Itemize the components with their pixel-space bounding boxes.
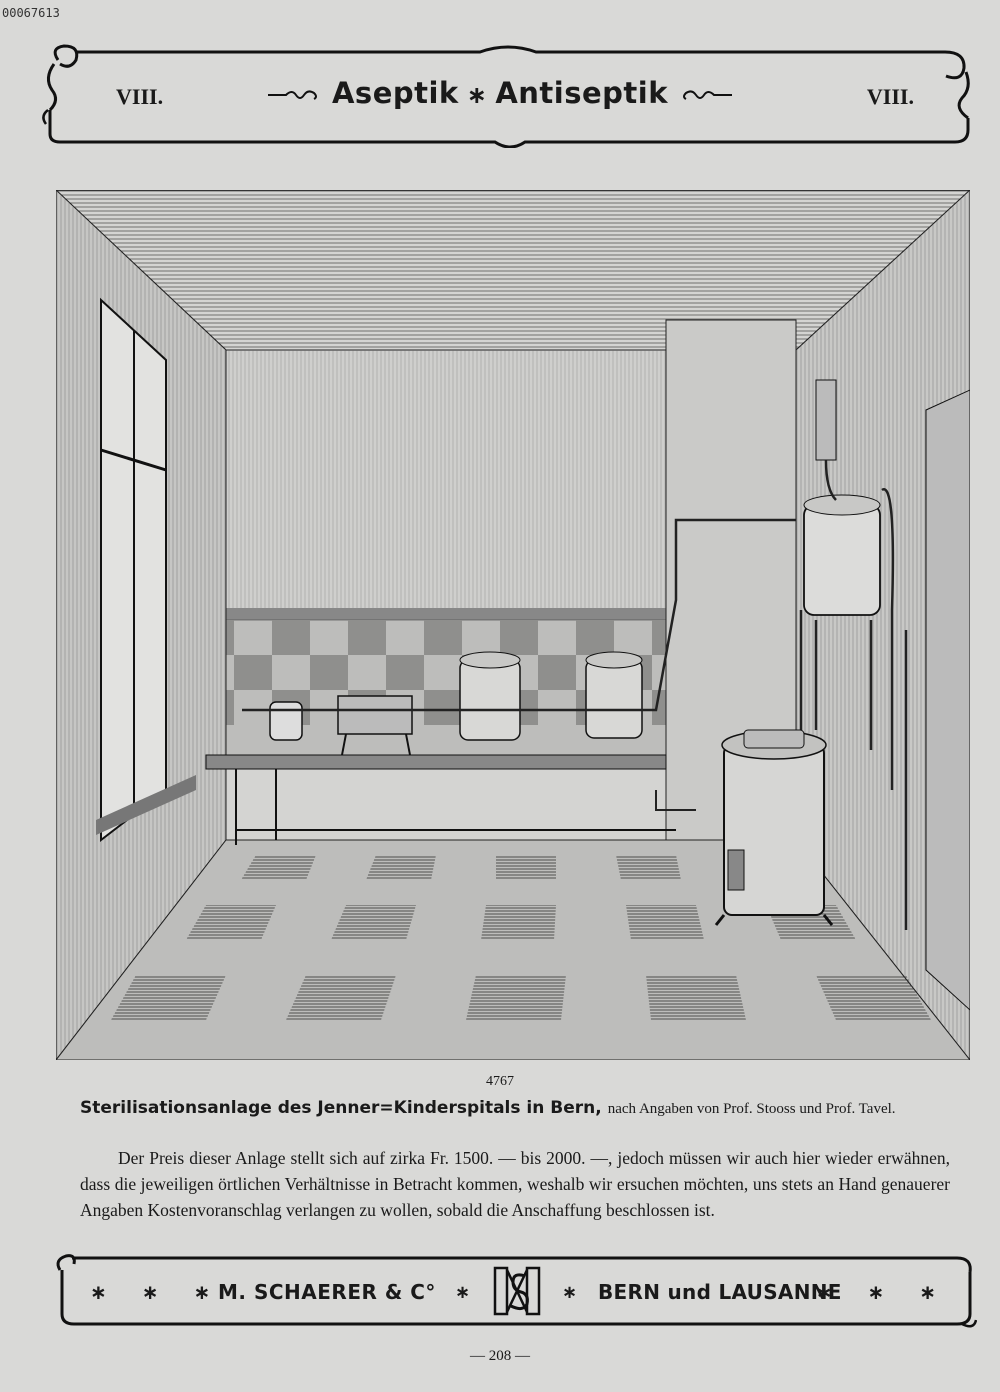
company-name: M. SCHAERER & C° <box>218 1280 436 1304</box>
archive-id: 00067613 <box>2 6 60 20</box>
price-paragraph: Der Preis dieser Anlage stellt sich auf zirka Fr. 1500. — bis 2000. —, jedoch müssen wir auch hier wieder erwähnen, dass die jeweiligen örtlichen Verhältnisse in Betracht kommen, weshalb wir ersuchen möchten, uns stets an Hand genauerer Angaben Kostenvoranschlag verlangen zu wollen, sobald die Anschaffung beschlossen ist. <box>80 1148 950 1220</box>
title-separator: ∗ <box>466 81 488 109</box>
caption-title: Sterilisationsanlage des Jenner=Kinderspitals in Bern, <box>80 1098 602 1118</box>
flourish-left-icon <box>266 87 322 103</box>
footer-star-mid-right: ∗ <box>562 1282 578 1303</box>
sterilization-room-illustration <box>56 190 970 1060</box>
flourish-right-icon <box>678 87 734 103</box>
figure-number: 4767 <box>486 1074 514 1089</box>
footer-star-mid-left: ∗ <box>455 1282 471 1303</box>
company-location: BERN und LAUSANNE <box>598 1280 842 1304</box>
header <box>60 68 940 124</box>
page-number: — 208 — <box>470 1348 530 1364</box>
footer <box>80 1270 950 1310</box>
section-number-right: VIII. <box>866 84 914 109</box>
caption-credit: nach Angaben von Prof. Stooss und Prof. Tavel. <box>607 1101 896 1117</box>
section-number-left: VIII. <box>116 84 164 109</box>
page-title <box>60 76 940 110</box>
footer-stars-right: ∗ ∗ ∗ <box>815 1280 950 1304</box>
title-aseptik: Aseptik <box>331 76 459 110</box>
title-antiseptik: Antiseptik <box>495 76 668 110</box>
monogram-logo-icon <box>487 1262 547 1320</box>
footer-stars-left: ∗ ∗ ∗ <box>90 1280 225 1304</box>
figure-caption <box>80 1098 960 1118</box>
